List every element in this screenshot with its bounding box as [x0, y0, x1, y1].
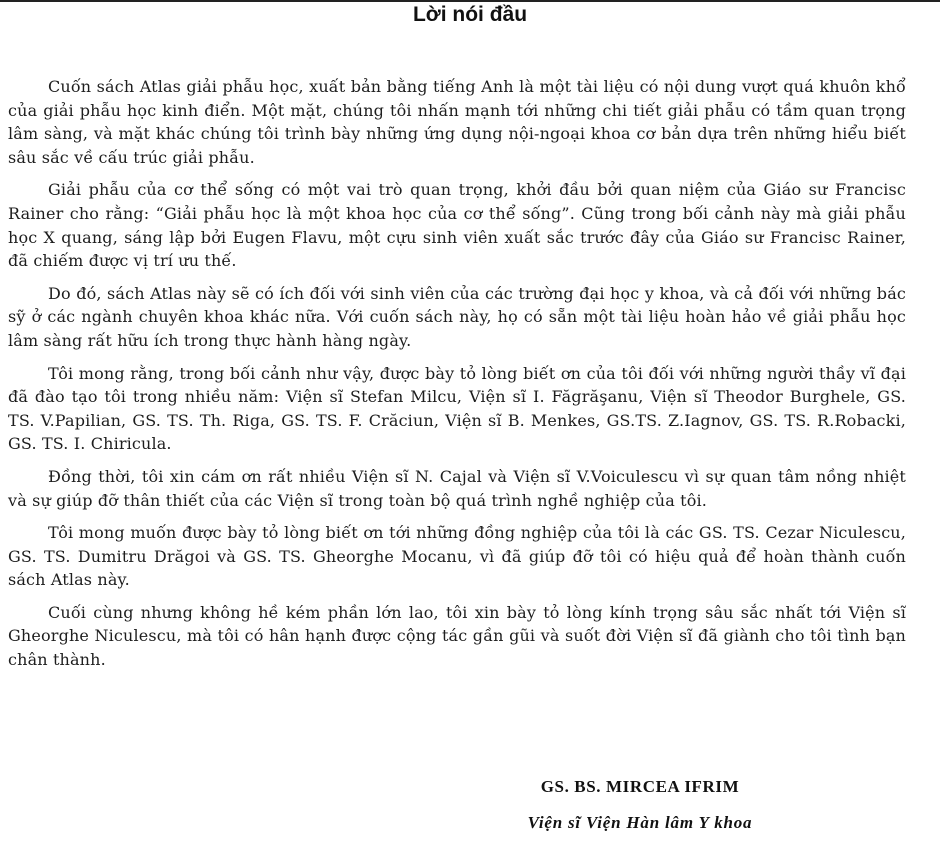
paragraph-7: Cuối cùng nhưng không hề kém phần lớn lao, tôi xin bày tỏ lòng kính trọng sâu sắc nhất tới Viện sĩ Gheorghe Niculescu, mà tôi có hân hạnh được cộng tác gần gũi và suốt đời Viện sĩ đã giành cho tôi tình bạn chân thành. — [8, 602, 906, 670]
paragraph-2: Giải phẫu của cơ thể sống có một vai trò quan trọng, khởi đầu bởi quan niệm của Giáo sư Francisc Rainer cho rằng: “Giải phẫu học là một khoa học của cơ thể sống”. Cũng trong bối cảnh này mà giải phẫu học X quang, sáng lập bởi Eugen Flavu, một cựu sinh viên xuất sắc trước đây của Giáo sư Francisc Rainer, đã chiếm được vị trí ưu thế. — [8, 180, 906, 271]
preface-body — [8, 75, 906, 681]
author-name: GS. BS. MIRCEA IFRIM — [540, 777, 740, 796]
paragraph-4: Tôi mong rằng, trong bối cảnh như vậy, được bày tỏ lòng biết ơn của tôi đối với những người thầy vĩ đại đã đào tạo tôi trong nhiều năm: Viện sĩ Stefan Milcu, Viện sĩ I. Făgrăşanu, Viện sĩ Theodor Burghele, GS. TS. V.Papilian, GS. TS. Th. Riga, GS. TS. F. Crăciun, Viện sĩ B. Menkes, GS.TS. Z.Iagnov, GS. TS. R.Robacki, GS. TS. I. Chiricula. — [8, 363, 906, 454]
page-title: Lời nói đầu — [412, 3, 528, 26]
paragraph-1: Cuốn sách Atlas giải phẫu học, xuất bản bằng tiếng Anh là một tài liệu có nội dung vượt quá khuôn khổ của giải phẫu học kinh điển. Một mặt, chúng tôi nhấn mạnh tới những chi tiết giải phẫu có tầm quan trọng lâm sàng, và mặt khác chúng tôi trình bày những ứng dụng nội-ngoại khoa cơ bản dựa trên những hiểu biết sâu sắc về cấu trúc giải phẫu. — [8, 77, 906, 167]
paragraph-3: Do đó, sách Atlas này sẽ có ích đối với sinh viên của các trường đại học y khoa, và cả đối với những bác sỹ ở các ngành chuyên khoa khác nữa. Với cuốn sách này, họ có sẵn một tài liệu hoàn hảo về giải phẫu học lâm sàng rất hữu ích trong thực hành hàng ngày. — [8, 283, 906, 350]
signature-block — [440, 775, 840, 835]
paragraph-6: Tôi mong muốn được bày tỏ lòng biết ơn tới những đồng nghiệp của tôi là các GS. TS. Cezar Niculescu, GS. TS. Dumitru Drăgoi và GS. TS. Gheorghe Mocanu, vì đã giúp đỡ tôi có hiệu quả để hoàn thành cuốn sách Atlas này. — [8, 523, 906, 590]
paragraph-5: Đồng thời, tôi xin cám ơn rất nhiều Viện sĩ N. Cajal và Viện sĩ V.Voiculescu vì sự quan tâm nồng nhiệt và sự giúp đỡ thân thiết của các Viện sĩ trong toàn bộ quá trình nghề nghiệp của tôi. — [8, 466, 906, 510]
author-title: Viện sĩ Viện Hàn lâm Y khoa — [527, 813, 753, 832]
